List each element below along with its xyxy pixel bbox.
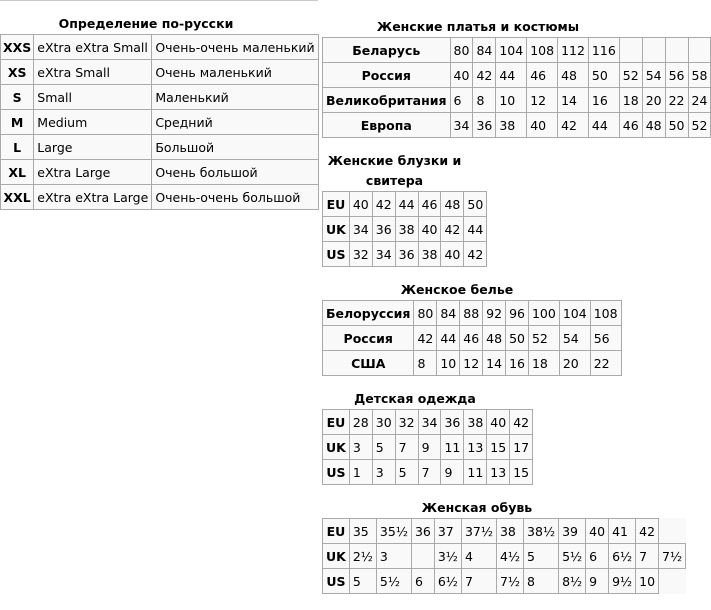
blouses-block <box>322 151 484 267</box>
kids-cell: 5 <box>372 435 395 460</box>
dresses-cell: 20 <box>642 88 665 113</box>
size_table-cell: eXtra eXtra Large <box>34 185 152 210</box>
size_table-cell: Очень маленький <box>152 60 318 85</box>
kids-cell: 5 <box>395 460 418 485</box>
blouses-row <box>323 192 487 217</box>
shoes-cell: 6½ <box>434 569 461 594</box>
dresses-caption: Женские платья и костюмы <box>376 19 580 34</box>
blouses-cell: 42 <box>372 192 395 217</box>
kids-cell: 1 <box>349 460 372 485</box>
dresses-cell <box>642 38 665 63</box>
kids-cell: 38 <box>464 410 487 435</box>
kids-row <box>323 435 533 460</box>
shoes-cell: 36 <box>411 519 434 544</box>
kids-row-header: UK <box>323 435 350 460</box>
lingerie-cell: 88 <box>460 301 483 326</box>
size_table-cell: Small <box>34 85 152 110</box>
kids-cell: 13 <box>487 460 510 485</box>
dresses-cell: 42 <box>473 63 496 88</box>
blouses-cell: 34 <box>372 242 395 267</box>
kids-cell: 32 <box>395 410 418 435</box>
size_table-cell: Маленький <box>152 85 318 110</box>
dresses-cell: 46 <box>619 113 642 138</box>
blouses-cell: 42 <box>441 217 464 242</box>
kids-cell: 34 <box>418 410 441 435</box>
blouses-cell: 40 <box>418 217 441 242</box>
lingerie-cell: 8 <box>414 351 437 376</box>
kids-row <box>323 460 533 485</box>
dresses-cell: 10 <box>496 88 527 113</box>
dresses-row <box>323 88 711 113</box>
shoes-cell: 8 <box>524 569 559 594</box>
lingerie-caption: Женское белье <box>400 282 514 297</box>
size_table-cell: Очень-очень большой <box>152 185 318 210</box>
dresses-cell <box>688 38 711 63</box>
blouses-caption-line1: Женские блузки и <box>327 153 462 168</box>
lingerie-row-header: Россия <box>323 326 414 351</box>
kids-cell: 36 <box>441 410 464 435</box>
size_table-row <box>1 135 319 160</box>
lingerie-row-header: США <box>323 351 414 376</box>
lingerie-row-header: Белоруссия <box>323 301 414 326</box>
size_table-row <box>1 35 319 60</box>
lingerie-table <box>322 300 622 376</box>
shoes-cell: 5 <box>349 569 376 594</box>
size_table-row-header: S <box>1 85 34 110</box>
size_table-row-header: L <box>1 135 34 160</box>
dresses-cell: 12 <box>527 88 558 113</box>
blouses-cell: 48 <box>441 192 464 217</box>
kids-cell: 11 <box>464 460 487 485</box>
blouses-cell: 42 <box>464 242 487 267</box>
shoes-cell: 6½ <box>609 544 636 569</box>
size-definitions-caption: Определение по-русски <box>58 16 234 31</box>
lingerie-cell: 20 <box>559 351 590 376</box>
blouses-row-header: UK <box>323 217 350 242</box>
dresses-cell: 40 <box>450 63 473 88</box>
dresses-cell: 42 <box>558 113 589 138</box>
lingerie-cell: 100 <box>528 301 559 326</box>
shoes-cell: 35½ <box>376 519 411 544</box>
size_table-row <box>1 185 319 210</box>
shoes-cell: 8½ <box>559 569 586 594</box>
blouses-row-header: EU <box>323 192 350 217</box>
dresses-cell: 16 <box>588 88 619 113</box>
lingerie-cell: 16 <box>506 351 529 376</box>
dresses-cell: 6 <box>450 88 473 113</box>
lingerie-cell: 18 <box>528 351 559 376</box>
kids-row-header: EU <box>323 410 350 435</box>
dresses-cell: 50 <box>588 63 619 88</box>
dresses-row <box>323 113 711 138</box>
top-divider <box>0 0 318 1</box>
shoes-row-header: US <box>323 569 350 594</box>
dresses-cell: 18 <box>619 88 642 113</box>
dresses-row <box>323 63 711 88</box>
shoes-cell: 7½ <box>496 569 523 594</box>
lingerie-cell: 10 <box>437 351 460 376</box>
kids-cell: 7 <box>395 435 418 460</box>
dresses-cell: 58 <box>688 63 711 88</box>
dresses-cell: 14 <box>558 88 589 113</box>
size_table-row-header: M <box>1 110 34 135</box>
shoes-cell: 40 <box>586 519 609 544</box>
kids-cell: 40 <box>487 410 510 435</box>
dresses-cell: 46 <box>527 63 558 88</box>
kids-cell: 9 <box>418 435 441 460</box>
dresses-cell: 36 <box>473 113 496 138</box>
blouses-row-header: US <box>323 242 350 267</box>
shoes-cell: 37 <box>434 519 461 544</box>
blouses-cell: 46 <box>418 192 441 217</box>
dresses-cell: 108 <box>527 38 558 63</box>
blouses-cell: 36 <box>395 242 418 267</box>
shoes-cell: 9½ <box>609 569 636 594</box>
shoes-row <box>323 544 686 569</box>
blouses-row <box>323 217 487 242</box>
dresses-cell: 116 <box>588 38 619 63</box>
shoes-cell: 42 <box>636 519 659 544</box>
blouses-row <box>323 242 487 267</box>
dresses-row-header: Беларусь <box>323 38 451 63</box>
dresses-cell: 80 <box>450 38 473 63</box>
kids-row-header: US <box>323 460 350 485</box>
size_table-cell: Medium <box>34 110 152 135</box>
shoes-cell: 41 <box>609 519 636 544</box>
dresses-row-header: Великобритания <box>323 88 451 113</box>
blouses-cell: 40 <box>441 242 464 267</box>
lingerie-cell: 96 <box>506 301 529 326</box>
shoes-cell: 7 <box>636 544 659 569</box>
blouses-table <box>322 191 487 267</box>
shoes-cell: 5 <box>524 544 559 569</box>
size_table-row-header: XL <box>1 160 34 185</box>
size_table-row <box>1 160 319 185</box>
shoes-cell: 39 <box>559 519 586 544</box>
shoes-row-header: EU <box>323 519 350 544</box>
blouses-cell: 36 <box>372 217 395 242</box>
size_table-cell: eXtra Large <box>34 160 152 185</box>
dresses-cell: 56 <box>665 63 688 88</box>
lingerie-cell: 14 <box>483 351 506 376</box>
lingerie-cell: 84 <box>437 301 460 326</box>
shoes-cell: 3 <box>376 544 411 569</box>
shoes-row-header: UK <box>323 544 350 569</box>
size_table-cell: Большой <box>152 135 318 160</box>
kids-cell: 9 <box>441 460 464 485</box>
shoes-cell: 10 <box>636 569 659 594</box>
shoes-cell: 7 <box>461 569 496 594</box>
lingerie-cell: 48 <box>483 326 506 351</box>
blouses-cell: 44 <box>464 217 487 242</box>
lingerie-cell: 54 <box>559 326 590 351</box>
dresses-cell: 50 <box>665 113 688 138</box>
kids-cell: 3 <box>349 435 372 460</box>
dresses-cell: 24 <box>688 88 711 113</box>
shoes-cell <box>411 544 434 569</box>
shoes-caption: Женская обувь <box>421 500 533 515</box>
blouses-cell: 34 <box>349 217 372 242</box>
dresses-cell: 44 <box>496 63 527 88</box>
dresses-row-header: Россия <box>323 63 451 88</box>
lingerie-cell: 46 <box>460 326 483 351</box>
shoes-cell: 37½ <box>461 519 496 544</box>
dresses-row-header: Европа <box>323 113 451 138</box>
kids-cell: 13 <box>464 435 487 460</box>
shoes-cell: 7½ <box>659 544 686 569</box>
shoes-cell: 35 <box>349 519 376 544</box>
kids-caption: Детская одежда <box>354 391 476 406</box>
lingerie-row <box>323 301 622 326</box>
size_table-row <box>1 85 319 110</box>
shoes-table <box>322 518 686 594</box>
kids-cell: 7 <box>418 460 441 485</box>
size_table-row <box>1 60 319 85</box>
shoes-block <box>322 498 683 594</box>
shoes-cell: 38 <box>496 519 523 544</box>
kids-cell: 15 <box>510 460 533 485</box>
lingerie-row <box>323 326 622 351</box>
blouses-caption-line2: свитера <box>365 173 424 188</box>
shoes-cell: 5½ <box>559 544 586 569</box>
dresses-cell: 48 <box>558 63 589 88</box>
dresses-cell: 38 <box>496 113 527 138</box>
dresses-row <box>323 38 711 63</box>
size_table-row <box>1 110 319 135</box>
kids-cell: 3 <box>372 460 395 485</box>
lingerie-cell: 42 <box>414 326 437 351</box>
shoes-cell: 3½ <box>434 544 461 569</box>
kids-cell: 15 <box>487 435 510 460</box>
lingerie-cell: 22 <box>590 351 621 376</box>
size-definitions-table <box>0 34 319 210</box>
dresses-cell: 8 <box>473 88 496 113</box>
shoes-cell: 38½ <box>524 519 559 544</box>
shoes-row <box>323 569 686 594</box>
lingerie-cell: 52 <box>528 326 559 351</box>
shoes-cell: 4½ <box>496 544 523 569</box>
blouses-cell: 44 <box>395 192 418 217</box>
shoes-cell: 6 <box>411 569 434 594</box>
dresses-table <box>322 37 711 138</box>
blouses-caption <box>322 151 467 191</box>
size_table-cell: Очень большой <box>152 160 318 185</box>
dresses-cell: 52 <box>688 113 711 138</box>
dresses-cell: 112 <box>558 38 589 63</box>
kids-cell: 30 <box>372 410 395 435</box>
kids-row <box>323 410 533 435</box>
dresses-cell: 44 <box>588 113 619 138</box>
lingerie-cell: 108 <box>590 301 621 326</box>
dresses-cell: 40 <box>527 113 558 138</box>
size_table-row-header: XXS <box>1 35 34 60</box>
lingerie-cell: 80 <box>414 301 437 326</box>
size_table-row-header: XS <box>1 60 34 85</box>
shoes-cell: 5½ <box>376 569 411 594</box>
size_table-cell: eXtra eXtra Small <box>34 35 152 60</box>
dresses-cell: 52 <box>619 63 642 88</box>
kids-cell: 17 <box>510 435 533 460</box>
lingerie-cell: 56 <box>590 326 621 351</box>
shoes-row <box>323 519 686 544</box>
shoes-cell: 4 <box>461 544 496 569</box>
dresses-cell: 22 <box>665 88 688 113</box>
kids-table <box>322 409 533 485</box>
size-definitions-block <box>0 14 315 210</box>
kids-block <box>322 389 530 485</box>
shoes-cell: 2½ <box>349 544 376 569</box>
blouses-cell: 50 <box>464 192 487 217</box>
lingerie-row <box>323 351 622 376</box>
lingerie-block <box>322 280 618 376</box>
kids-cell: 42 <box>510 410 533 435</box>
dresses-cell: 48 <box>642 113 665 138</box>
dresses-cell: 34 <box>450 113 473 138</box>
dresses-cell: 54 <box>642 63 665 88</box>
dresses-block <box>322 17 708 138</box>
lingerie-cell: 92 <box>483 301 506 326</box>
blouses-cell: 32 <box>349 242 372 267</box>
size_table-cell: eXtra Small <box>34 60 152 85</box>
lingerie-cell: 12 <box>460 351 483 376</box>
dresses-cell <box>619 38 642 63</box>
size_table-cell: Средний <box>152 110 318 135</box>
lingerie-cell: 104 <box>559 301 590 326</box>
kids-cell: 28 <box>349 410 372 435</box>
dresses-cell <box>665 38 688 63</box>
lingerie-cell: 50 <box>506 326 529 351</box>
size_table-cell: Очень-очень маленький <box>152 35 318 60</box>
kids-cell: 11 <box>441 435 464 460</box>
shoes-cell: 9 <box>586 569 609 594</box>
blouses-cell: 40 <box>349 192 372 217</box>
dresses-cell: 104 <box>496 38 527 63</box>
shoes-cell: 6 <box>586 544 609 569</box>
size_table-row-header: XXL <box>1 185 34 210</box>
blouses-cell: 38 <box>395 217 418 242</box>
dresses-cell: 84 <box>473 38 496 63</box>
size_table-cell: Large <box>34 135 152 160</box>
blouses-cell: 38 <box>418 242 441 267</box>
lingerie-cell: 44 <box>437 326 460 351</box>
